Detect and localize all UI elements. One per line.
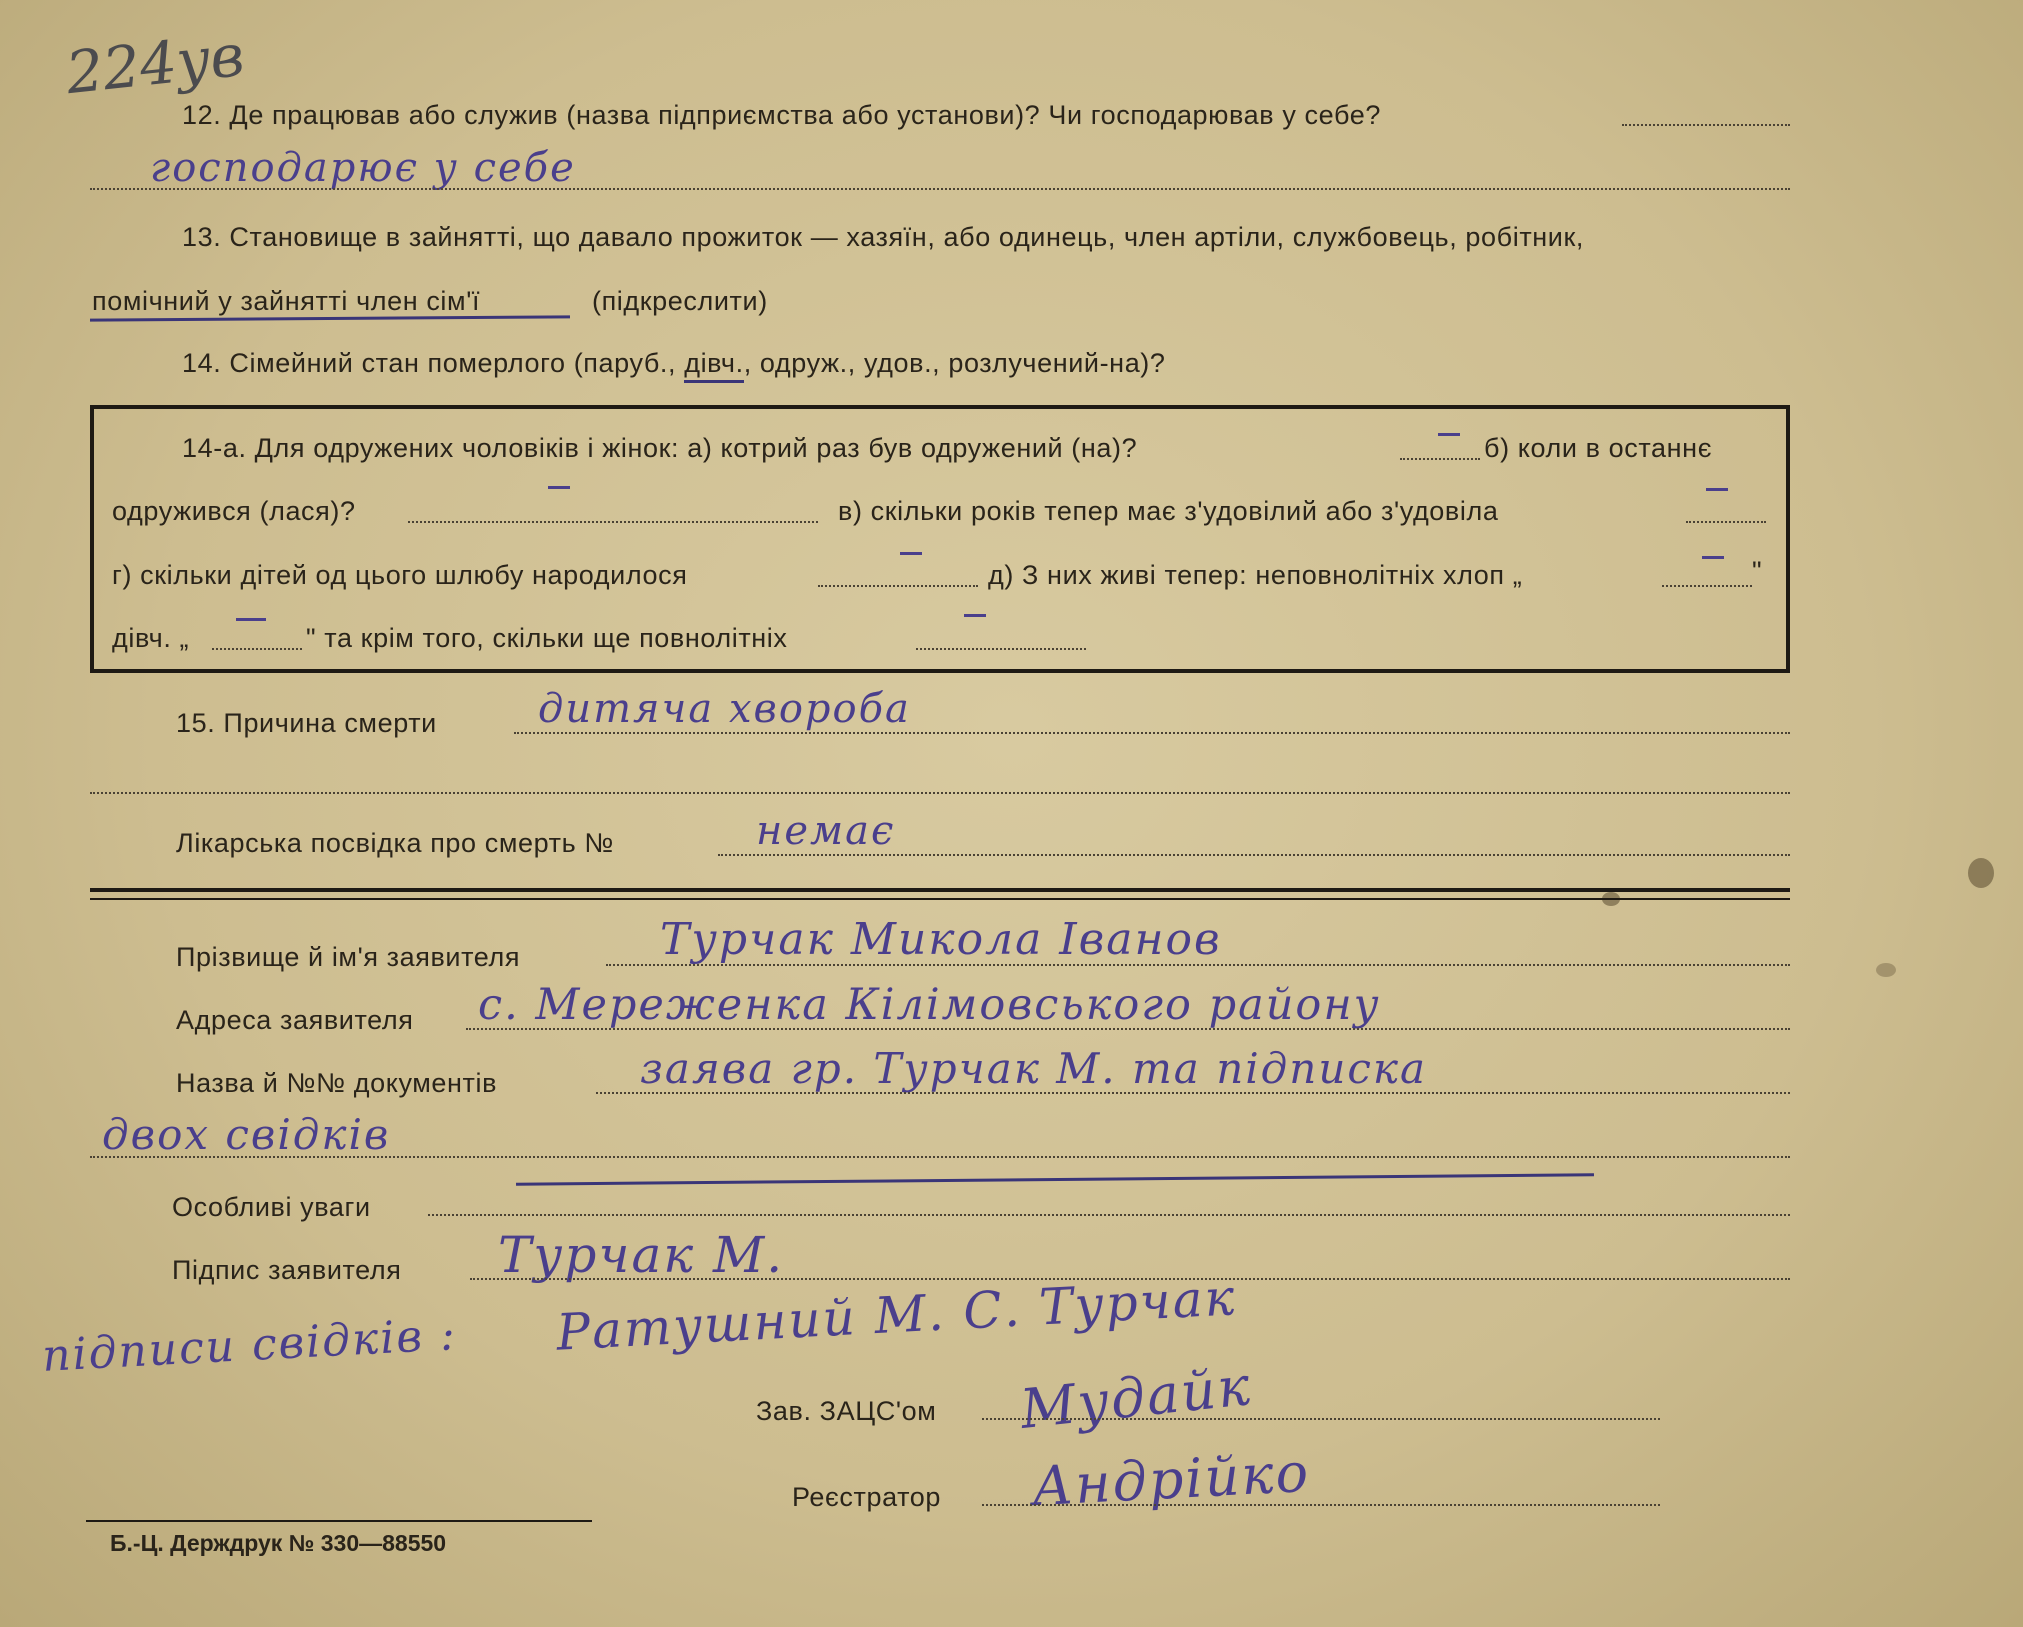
documents-value-continued: двох свідків <box>102 1110 391 1159</box>
q14a-a-empty-mark <box>1438 433 1460 436</box>
q14a-widowed-empty-mark <box>1706 488 1728 491</box>
q14-suffix: , одруж., удов., розлучений-на)? <box>743 348 1166 378</box>
q14a-married-empty-mark <box>548 486 570 489</box>
q14a-part1: 14-а. Для одружених чоловіків і жінок: а) котрий раз був одружений (на)? <box>182 433 1138 463</box>
documents-line <box>596 1092 1790 1094</box>
paper-stain <box>1968 858 1994 888</box>
q14a-part-g: г) скільки дітей од цього шлюбу народилося <box>112 560 688 590</box>
registrar-line <box>982 1504 1660 1506</box>
q12-dotted-line <box>1622 124 1790 126</box>
applicant-name-line <box>606 964 1790 966</box>
q14a-part-b: б) коли в останнє <box>1484 433 1713 463</box>
footer-rule <box>86 1520 592 1522</box>
witnesses-label: підписи свідків : <box>40 1309 458 1382</box>
q13-tail: (підкреслити) <box>592 286 768 316</box>
q14a-part2: одружився (лася)? <box>112 496 356 526</box>
documents-label: Назва й №№ документів <box>176 1068 498 1098</box>
q12-answer: господарює у себе <box>150 145 576 191</box>
q14a-boys-empty-mark <box>1702 556 1724 559</box>
q14a-part-girls: дівч. „ <box>112 623 190 653</box>
head-signature: Мудайк <box>1017 1354 1255 1441</box>
q13-label: 13. Становище в зайнятті, що давало прожиток — хазяїн, або одинець, член артіли, службовець, робітник, <box>182 222 1584 252</box>
q14a-adults-empty-mark <box>964 614 986 617</box>
notes-label: Особливі уваги <box>172 1192 371 1222</box>
section-divider <box>90 898 1790 900</box>
q14a-widowed-dotted <box>1686 521 1766 523</box>
q14a-married-dotted <box>408 521 818 523</box>
q15-answer: дитяча хвороба <box>538 686 911 732</box>
medical-answer-line <box>718 854 1790 856</box>
q12-answer-line <box>90 188 1790 190</box>
q14a-a-dotted <box>1400 458 1480 460</box>
q14a-girls-dotted <box>212 648 302 650</box>
printer-imprint: Б.-Ц. Держдрук № 330—88550 <box>110 1530 447 1556</box>
applicant-address-value: с. Мереженка Кілімовського району <box>478 980 1381 1030</box>
head-label: Зав. ЗАЦС'ом <box>756 1396 937 1426</box>
section-divider <box>90 888 1790 892</box>
medical-label: Лікарська посвідка про смерть № <box>176 828 614 858</box>
notes-dash-mark <box>516 1173 1594 1185</box>
medical-answer: немає <box>756 808 896 854</box>
q12-label: 12. Де працював або служив (назва підприємства або установи)? Чи господарював у себе? <box>182 100 1381 130</box>
applicant-name-value: Турчак Микола Іванов <box>660 914 1222 965</box>
q14-selected-option: дівч. <box>684 348 743 383</box>
applicant-address-line <box>466 1028 1790 1030</box>
q14-prefix: 14. Сімейний стан померлого (паруб., <box>182 348 685 378</box>
q14a-part-d-end: " <box>1752 556 1763 586</box>
notes-line <box>428 1214 1790 1216</box>
registrar-label: Реєстратор <box>792 1482 942 1512</box>
applicant-address-label: Адреса заявителя <box>176 1005 414 1035</box>
q14a-adults-dotted <box>916 648 1086 650</box>
applicant-signature: Турчак М. <box>498 1226 785 1284</box>
q15-extra-line <box>90 792 1790 794</box>
q14a-boys-dotted <box>1662 585 1752 587</box>
q14a-part-d: д) З них живі тепер: неповнолітніх хлоп „ <box>988 560 1523 590</box>
signature-label: Підпис заявителя <box>172 1255 402 1285</box>
q14-label <box>182 348 1166 379</box>
documents-value: заява гр. Турчак М. та підписка <box>640 1044 1428 1093</box>
q13-selected-option: помічний у зайнятті член сім'ї <box>92 286 481 316</box>
q14a-part-girls-end: " та крім того, скільки ще повнолітніх <box>306 623 788 653</box>
head-line <box>982 1418 1660 1420</box>
archive-number: 224ув <box>62 20 248 108</box>
paper-stain <box>1876 963 1896 977</box>
q15-label: 15. Причина смерти <box>176 708 437 738</box>
q15-answer-line <box>514 732 1790 734</box>
q14a-part-v: в) скільки років тепер має з'удовілий або з'удовіла <box>838 496 1499 526</box>
applicant-name-label: Прізвище й ім'я заявителя <box>176 942 521 972</box>
q14a-children-empty-mark <box>900 552 922 555</box>
registrar-signature: Андрійко <box>1030 1440 1312 1519</box>
documents-continued-line <box>90 1156 1790 1158</box>
q14a-children-dotted <box>818 585 978 587</box>
witnesses-signatures: Ратушний М. С. Турчак <box>554 1268 1238 1362</box>
q14a-girls-empty-mark <box>236 618 266 621</box>
